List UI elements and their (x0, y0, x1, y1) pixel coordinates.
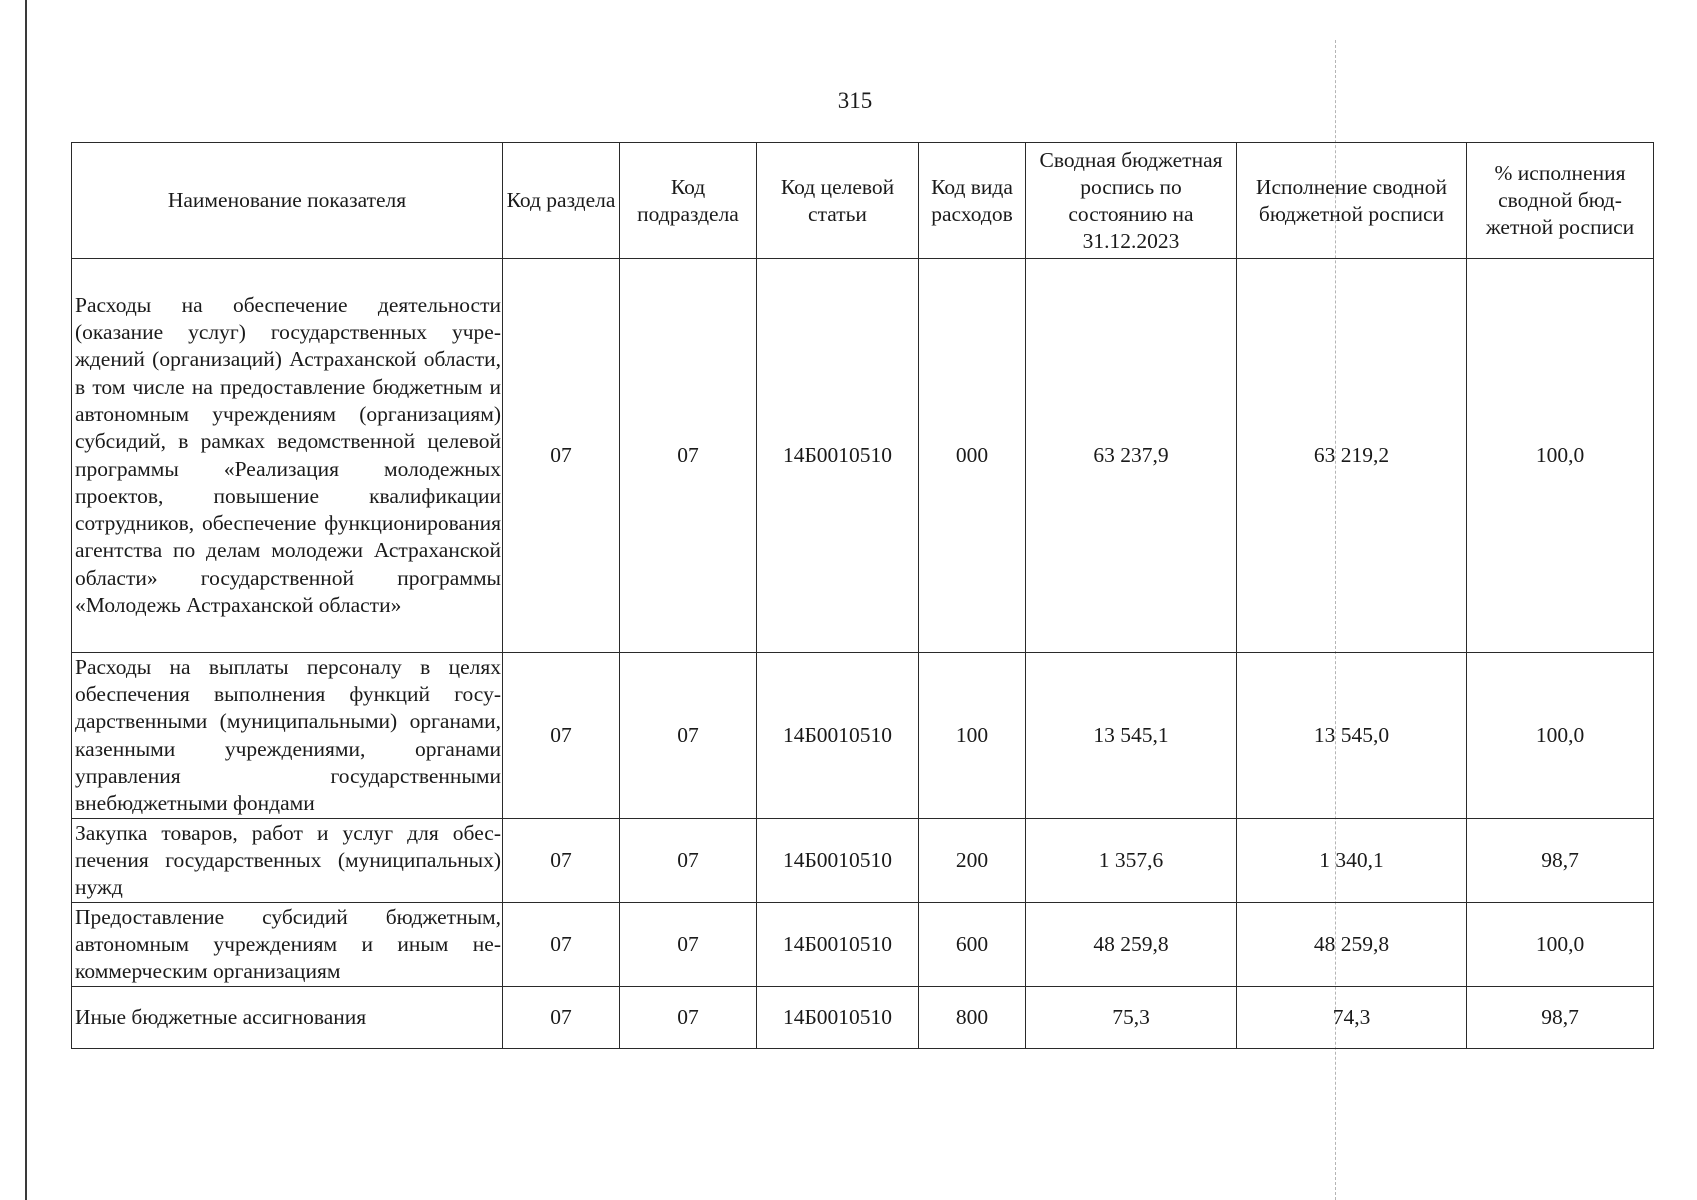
row-section-code: 07 (503, 903, 620, 987)
row-section-code: 07 (503, 987, 620, 1049)
row-budget-execution: 48 259,8 (1237, 903, 1467, 987)
row-budget-plan: 75,3 (1026, 987, 1237, 1049)
header-name: Наименование показателя (72, 143, 503, 259)
row-section-code: 07 (503, 259, 620, 653)
row-execution-percent: 100,0 (1467, 259, 1654, 653)
header-budget-execution: Исполнение сводной бюджетной росписи (1237, 143, 1467, 259)
row-budget-plan: 13 545,1 (1026, 653, 1237, 819)
row-expense-type-code: 800 (919, 987, 1026, 1049)
row-target-article-code: 14Б0010510 (757, 987, 919, 1049)
row-budget-plan: 1 357,6 (1026, 819, 1237, 903)
page-number: 315 (837, 88, 873, 113)
row-execution-percent: 100,0 (1467, 903, 1654, 987)
row-expense-type-code: 200 (919, 819, 1026, 903)
row-name: Расходы на обеспечение деятельности (оказание услуг) государственных учреждений (организаций) Астраханской области, в том числе на предоставление бюджетным и автономным учреждениям (организациям) субсидий, в рамках ведомственной целевой программы «Реализация молодежных проектов, повышение квалификации сотрудников, обеспечение функционирования агентства по делам молодежи Астраханской области» государственной программы «Молодежь Астраханской области» (72, 259, 503, 653)
row-budget-execution: 63 219,2 (1237, 259, 1467, 653)
row-target-article-code: 14Б0010510 (757, 819, 919, 903)
row-name: Предоставление субсидий бюджетным, автономным учреждениям и иным некоммерческим организациям (72, 903, 503, 987)
row-execution-percent: 98,7 (1467, 819, 1654, 903)
row-target-article-code: 14Б0010510 (757, 903, 919, 987)
row-expense-type-code: 000 (919, 259, 1026, 653)
table-row (72, 987, 1654, 1049)
table-row (72, 903, 1654, 987)
row-budget-execution: 1 340,1 (1237, 819, 1467, 903)
table-header-row (72, 143, 1654, 259)
row-target-article-code: 14Б0010510 (757, 653, 919, 819)
budget-execution-table (71, 142, 1654, 1049)
header-expense-type-code: Код вида расходов (919, 143, 1026, 259)
row-subsection-code: 07 (620, 903, 757, 987)
row-section-code: 07 (503, 819, 620, 903)
row-subsection-code: 07 (620, 819, 757, 903)
row-name: Закупка товаров, работ и услуг для обеспечения государственных (муниципальных) нужд (72, 819, 503, 903)
header-budget-plan: Сводная бюджетная роспись по состоянию на 31.12.2023 (1026, 143, 1237, 259)
table-row (72, 259, 1654, 653)
row-subsection-code: 07 (620, 987, 757, 1049)
table-row (72, 819, 1654, 903)
header-execution-percent: % исполнения сводной бюджетной росписи (1467, 143, 1654, 259)
header-target-article-code: Код целевой статьи (757, 143, 919, 259)
row-budget-execution: 74,3 (1237, 987, 1467, 1049)
row-budget-plan: 48 259,8 (1026, 903, 1237, 987)
header-section-code: Код раздела (503, 143, 620, 259)
header-subsection-code: Код подраздела (620, 143, 757, 259)
row-execution-percent: 98,7 (1467, 987, 1654, 1049)
row-execution-percent: 100,0 (1467, 653, 1654, 819)
row-target-article-code: 14Б0010510 (757, 259, 919, 653)
binding-margin-line (25, 0, 27, 1200)
row-budget-execution: 13 545,0 (1237, 653, 1467, 819)
row-expense-type-code: 100 (919, 653, 1026, 819)
row-subsection-code: 07 (620, 653, 757, 819)
row-name: Расходы на выплаты персоналу в целях обеспечения выполнения функций государственными (муниципальными) органами, казенными учреждениями, органами управления государственными внебюджетными фондами (72, 653, 503, 819)
table-row (72, 653, 1654, 819)
row-section-code: 07 (503, 653, 620, 819)
row-name: Иные бюджетные ассигнования (72, 987, 503, 1049)
row-subsection-code: 07 (620, 259, 757, 653)
row-budget-plan: 63 237,9 (1026, 259, 1237, 653)
row-expense-type-code: 600 (919, 903, 1026, 987)
